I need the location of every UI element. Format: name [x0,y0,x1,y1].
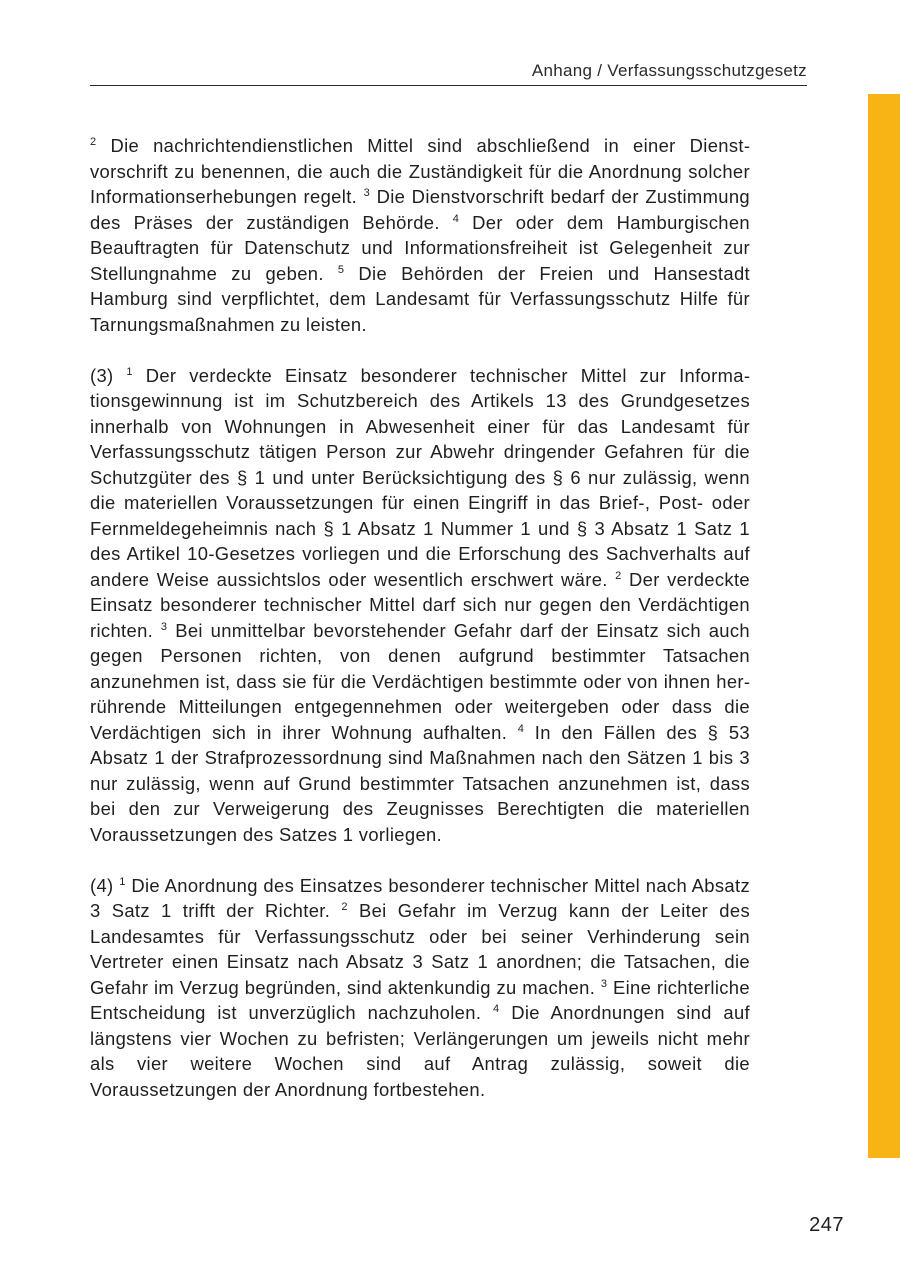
chapter-side-tab [868,94,900,1158]
page-number: 247 [809,1214,844,1236]
sentence-number: 3 [363,187,371,199]
paragraph-4 [90,873,750,1103]
sentence-number: 1 [119,875,126,888]
paragraph-3 [90,363,750,848]
sentence-number: 2 [615,569,622,582]
sentence-text: Der oder dem Hamburgischen Beauftragten für Datenschutz und Informationsfreiheit ist Gelegenheit zur Stellungnahme zu geben. [90,211,750,284]
sentence-text: Die Anordnung des Einsatzes besonderer technischer Mittel nach Absatz 3 Satz 1 trifft der Richter. [90,874,751,921]
sentence-text: Die Behörden der Freien und Hansestadt Hamburg sind verpflichtet, dem Landesamt für Verfassungsschutz Hilfe für Tarnungsmaßnahmen zu leisten. [90,262,751,335]
sentence-text: Eine richterliche Entscheidung ist unverzüglich nachzuholen. [90,976,750,1023]
sentence-text: Der verdeckte Einsatz besonderer technischer Mittel darf sich nur gegen den Verdächtigen richten. [90,568,751,641]
sentence-number: 1 [126,365,133,378]
sentence-text: Der verdeckte Einsatz besonderer technischer Mittel zur Informationsgewinnung ist im Schutzbereich des Artikels 13 des Grundgesetzes innerhalb von Wohnungen in Abwesenheit einer für das Landesamt für Verfassungsschutz tätigen Person zur Abwehr dringender Gefahren für die Schutzgüter des § 1 und unter Berücksichtigung des § 6 nur zulässig, wenn die materiellen Voraussetzungen für einen Eingriff in das Brief-, Post- oder Fernmeldegeheimnis nach § 1 Absatz 1 Nummer 1 und § 3 Absatz 1 Satz 1 des Artikel 10-Gesetzes vorliegen und die Erforschung des Sachverhalts auf andere Weise aussichtslos oder wesentlich erschwert wäre. [90,364,750,590]
sentence-number: 2 [341,901,348,913]
sentence-number: 4 [517,722,525,735]
sentence-text: Die Dienstvorschrift bedarf der Zustimmung des Präses der zuständigen Behörde. [90,186,750,233]
sentence-text: In den Fällen des § 53 Absatz 1 der Strafprozessordnung sind Maßnahmen nach den Sätzen 1 bis 3 nur zulässig, wenn auf Grund bestimmter Tatsachen anzunehmen ist, dass bei den zur Verweigerung des Zeugnisses Berechtigten die materiellen Voraussetzungen des Satzes 1 vorliegen. [90,721,750,845]
sentence-number: 4 [493,1003,500,1015]
sentence-number: 3 [600,977,608,990]
body-text [90,133,750,1102]
sentence-number: 3 [160,620,168,633]
sentence-number: 4 [452,212,460,225]
running-header-title: Anhang / Verfassungsschutzgesetz [531,61,807,80]
sentence-text: Bei unmittelbar bevorstehender Gefahr darf der Einsatz sich auch gegen Personen richten, von denen aufgrund bestimmter Tatsachen anzunehmen ist, dass sie für die Verdächtigen bestimmte oder von ihnen herrührende Mitteilungen entgegennehmen oder weitergeben oder dass die Verdächtigen sich in ihrer Wohnung aufhalten. [90,619,750,743]
paragraph [90,133,750,337]
sentence-text: Bei Gefahr im Verzug kann der Leiter des Landesamtes für Verfassungsschutz oder bei seiner Verhinderung sein Vertreter einen Einsatz nach Absatz 3 Satz 1 anordnen; die Tatsachen, die Gefahr im Verzug begründen, sind aktenkundig zu machen. [90,900,750,998]
sentence-number: 2 [90,136,97,148]
paragraph-label: (4) [90,874,114,896]
paragraph-label: (3) [90,364,114,386]
sentence-text: Die nachrichtendienstlichen Mittel sind abschließend in einer Dienstvorschrift zu benennen, die auch die Zuständigkeit für die Anordnung solcher Informationserhebungen regelt. [90,135,750,207]
sentence-number: 5 [337,263,345,276]
sentence-text: Die Anordnungen sind auf längstens vier Wochen zu befristen; Verlängerungen um jeweils nicht mehr als vier weitere Wochen sind auf Antrag zulässig, soweit die Voraussetzungen der Anordnung fortbestehen. [90,1002,750,1100]
running-header [90,58,807,86]
